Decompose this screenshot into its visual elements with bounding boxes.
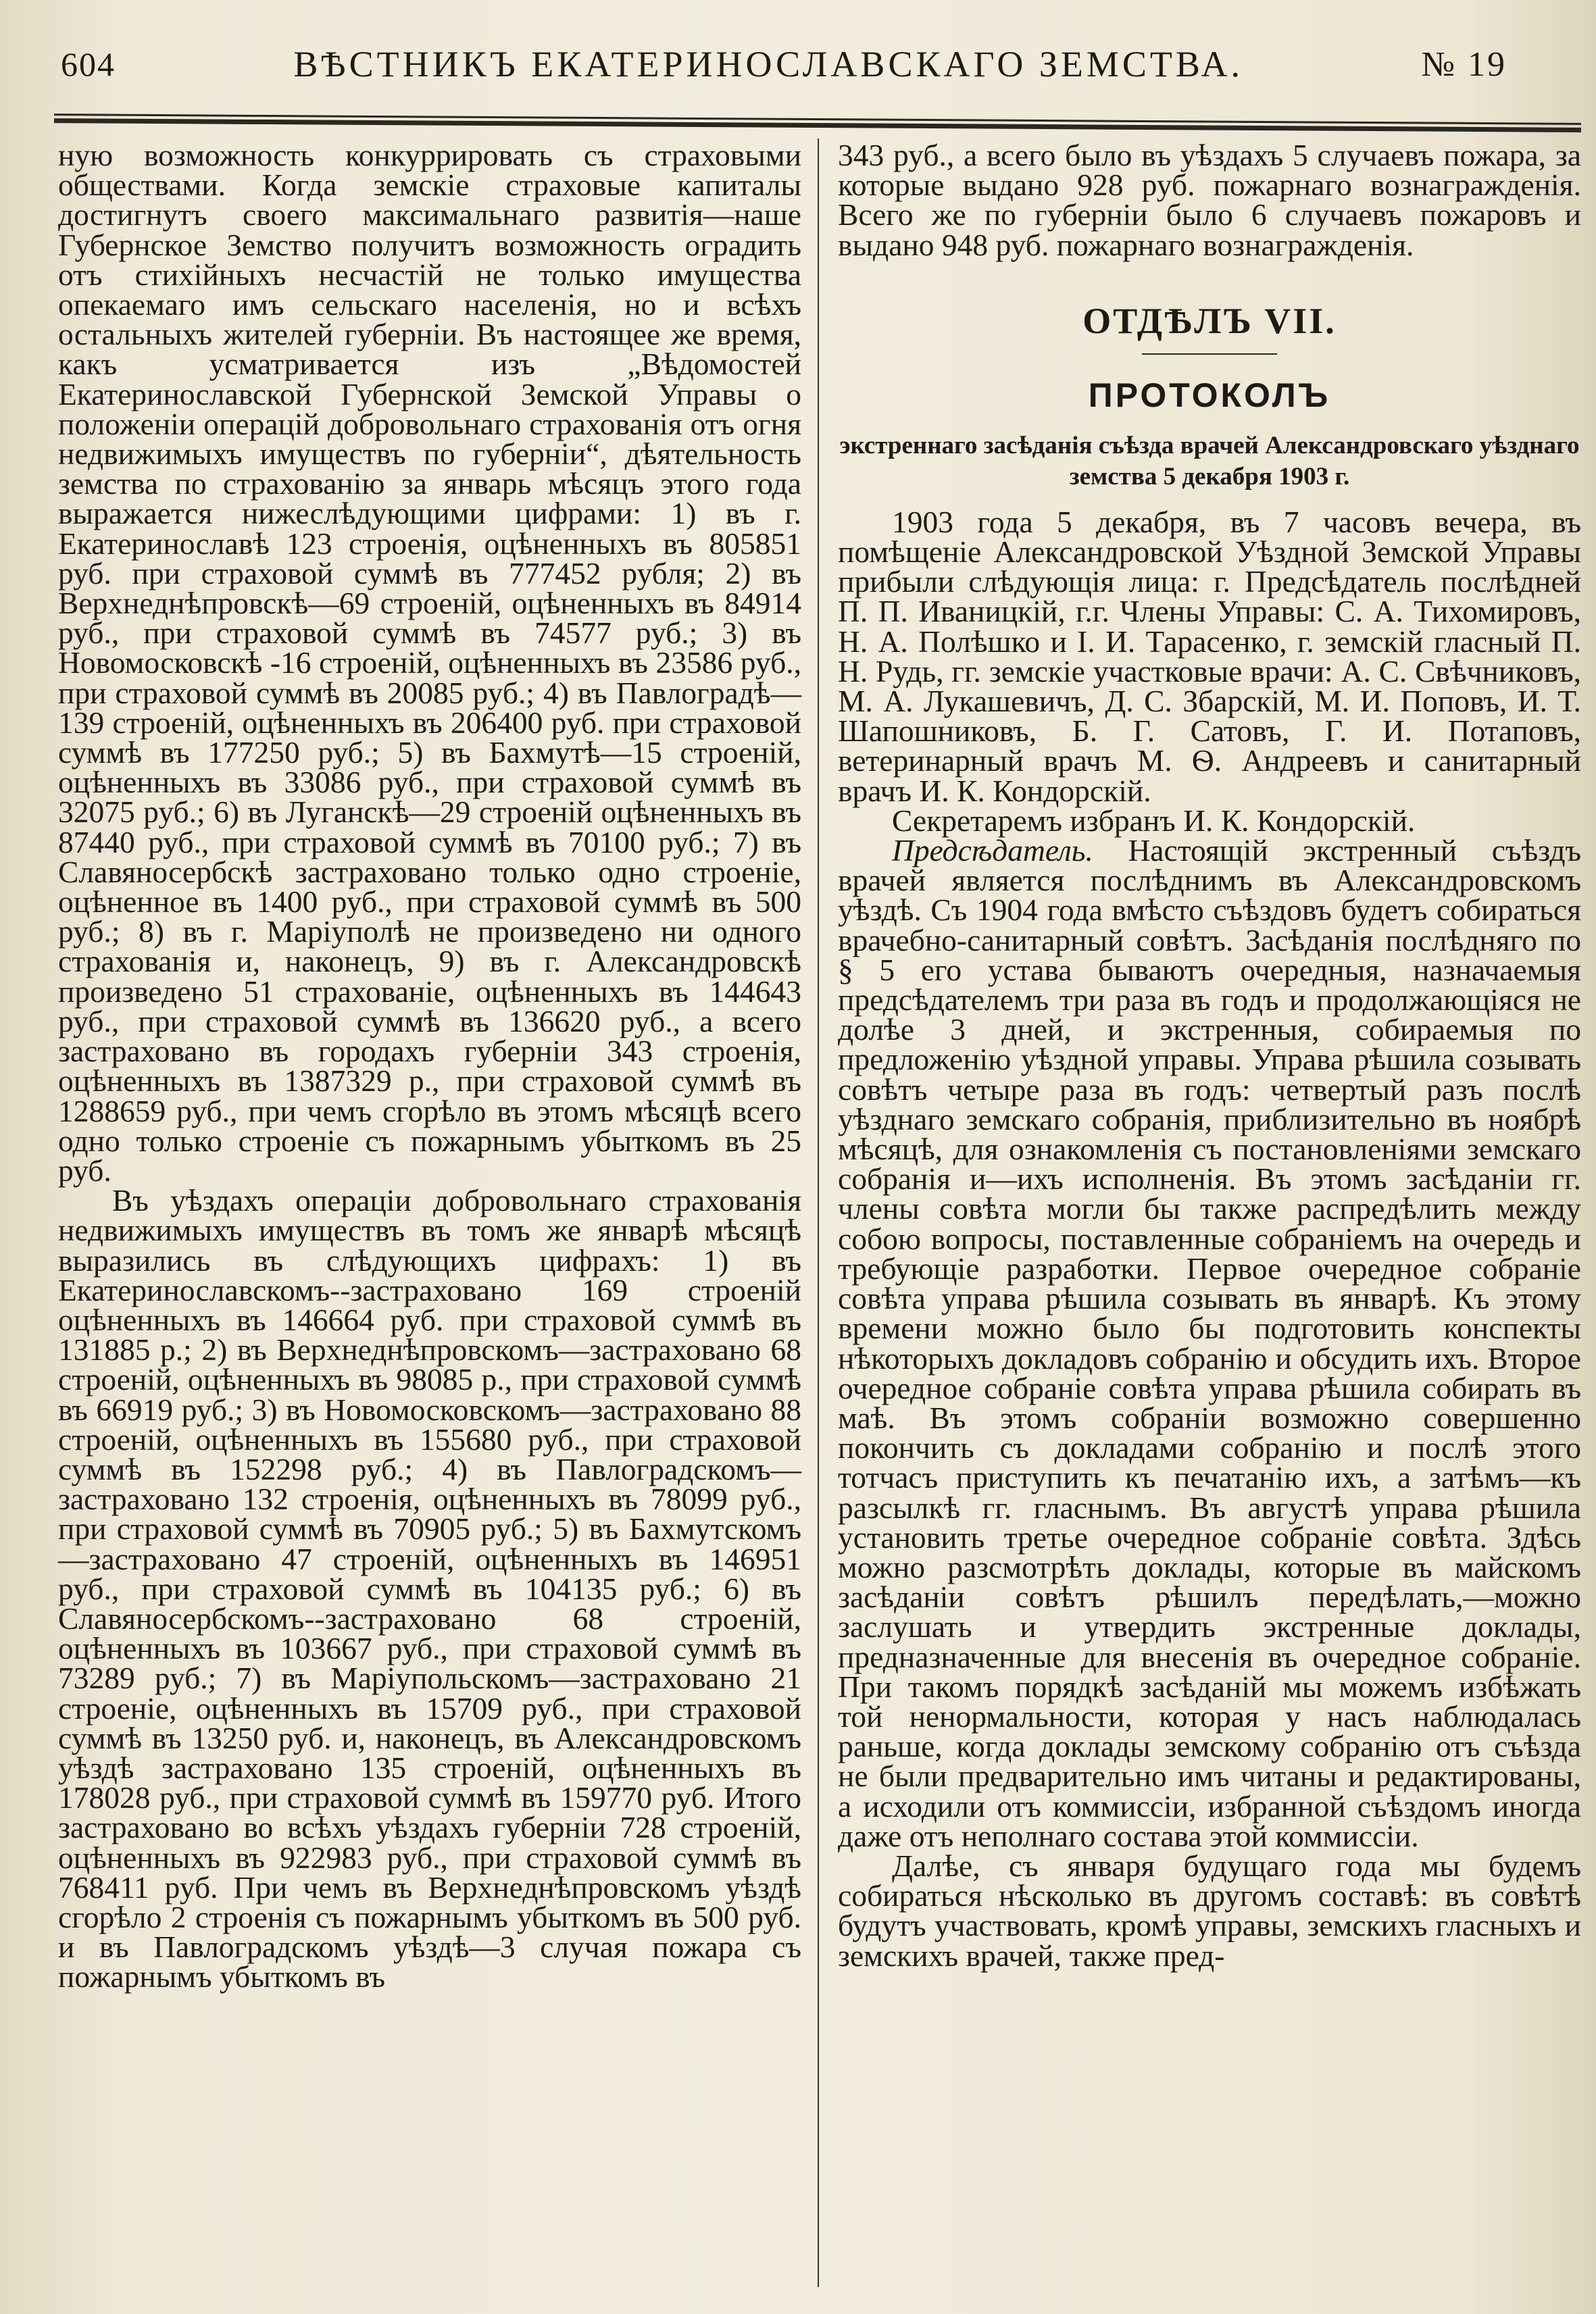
column-divider [818,139,819,2287]
speech-text: Настоящій экстренный съѣздъ врачей является послѣднимъ въ Александровскомъ уѣздѣ. Съ 1904 года вмѣсто съѣздовъ будетъ собираться врачебно-санитарный совѣтъ. Засѣданія послѣдняго по § 5 его устава бываютъ очередныя, назначаемыя предсѣдателемъ три раза въ годъ и продолжающіяся не долѣе 3 дней, и экстренныя, собираемыя по предложенію уѣздной управы. Управа рѣшила созывать совѣтъ четыре раза въ годъ: четвертый разъ послѣ уѣзднаго земскаго собранія, приблизительно въ ноябрѣ мѣсяцѣ, для ознакомленія съ постановленіями земскаго собранія и—ихъ исполненія. Въ этомъ засѣданіи гг. члены совѣта могли бы также распредѣлить между собою вопросы, поставленные собраніемъ на очередь и требующіе разработки. Первое очередное собраніе совѣта управа рѣшила созывать въ январѣ. Къ этому времени можно было бы подготовить конспекты нѣкоторыхъ докладовъ собранію и обсудить ихъ. Второе очередное собраніе совѣта управа рѣшила собирать въ маѣ. Въ этомъ собраніи возможно совершенно покончить съ докладами собранію и послѣ этого тотчасъ приступить къ печатанію ихъ, а затѣмъ—къ разсылкѣ гг. гласнымъ. Въ августѣ управа рѣшила установить третье очередное собраніе совѣта. Здѣсь можно разсмотрѣть доклады, которые въ майскомъ засѣданіи совѣтъ рѣшилъ передѣлать,—можно заслушать и утвердить экстренные доклады, предназначенные для внесенія въ очередное собраніе. При такомъ порядкѣ засѣданій мы можемъ избѣжать той ненормальности, которая у насъ наблюдалась раньше, когда доклады земскому собранію отъ съѣзда не были предварительно имъ читаны и редактированы, а исходили отъ коммиссіи, избранной съѣздомъ иногда даже отъ неполнаго состава этой коммиссіи. [838,833,1581,1853]
header-rule [54,114,1581,132]
secretary-paragraph: Секретаремъ избранъ И. К. Кондорскій. [892,803,1416,838]
final-paragraph: Далѣе, съ января будущаго года мы будемъ собираться нѣсколько въ другомъ составѣ: въ совѣтѣ будутъ участвовать, кромѣ управы, земскихъ гласныхъ и земскихъ врачей, также пред- [838,1848,1581,1973]
protocol-subtitle: экстреннаго засѣданія съѣзда врачей Александровскаго уѣзднаго земства 5 декабря 1903 г. [839,431,1580,491]
protocol-title: ПРОТОКОЛЪ [1088,376,1331,414]
issue-number: № 19 [1421,45,1507,84]
page-number: 604 [61,45,116,83]
section-title: ОТДѢЛЪ VII. [1082,300,1337,341]
right-continuation-paragraph: 343 руб., а всего было въ уѣздахъ 5 случаевъ пожара, за которые выдано 928 руб. пожарнаго вознагражденія. Всего же по губерніи было 6 случаевъ пожаровъ и выдано 948 руб. пожарнаго вознагражденія. [838,138,1581,262]
left-paragraph-2: Въ уѣздахъ операціи добровольнаго страхованія недвижимыхъ имуществъ въ томъ же январѣ мѣсяцѣ выразились въ слѣдующихъ цифрахъ: 1) въ Екатеринославскомъ--застраховано 169 строеній оцѣненныхъ въ 146664 руб. при страховой суммѣ въ 131885 р.; 2) въ Верхнеднѣпровскомъ—застраховано 68 строеній, оцѣненныхъ въ 98085 р., при страховой суммѣ въ 66919 руб.; 3) въ Новомосковскомъ—застраховано 88 строеній, оцѣненныхъ въ 155680 руб., при страховой суммѣ въ 152298 руб.; 4) въ Павлоградскомъ—застраховано 132 строенія, оцѣненныхъ въ 78099 руб., при страховой суммѣ въ 70905 руб.; 5) въ Бахмутскомъ—застраховано 47 строеній, оцѣненныхъ въ 146951 руб., при страховой суммѣ въ 104135 руб.; 6) въ Славяносербскомъ--застраховано 68 строеній, оцѣненныхъ въ 103667 руб., при страховой суммѣ въ 73289 руб.; 7) въ Маріупольскомъ—застраховано 21 строеніе, оцѣненныхъ въ 15709 руб., при страховой суммѣ въ 13250 руб. и, наконецъ, въ Александровскомъ уѣздѣ застраховано 135 строеній, оцѣненныхъ въ 178028 руб., при страховой суммѣ въ 159770 руб. Итого застраховано во всѣхъ уѣздахъ губерніи 728 строеній, оцѣненныхъ въ 922983 руб., при страховой суммѣ въ 768411 руб. При чемъ въ Верхнеднѣпровскомъ уѣздѣ сгорѣло 2 строенія съ пожарнымъ убыткомъ въ 500 руб. и въ Павлоградскомъ уѣздѣ—3 случая пожара съ пожарнымъ убыткомъ въ [58,1183,801,1994]
chairman-speech-paragraph [838,833,1581,1853]
section-rule [1142,353,1277,355]
right-column [838,138,1581,1973]
left-paragraph-1: ную возможность конкуррировать съ страховыми обществами. Когда земскіе страховые капиталы достигнутъ своего максимальнаго развитія—наше Губернское Земство получитъ возможность оградить отъ стихійныхъ несчастій не только имущества опекаемаго имъ сельскаго населенія, но и всѣхъ остальныхъ жителей губерніи. Въ настоящее же время, какъ усматривается изъ „Вѣдомостей Екатеринославской Губернской Земской Управы о положеніи операцій добровольнаго страхованія отъ огня недвижимыхъ имуществъ по губерніи“, дѣятельность земства по страхованію за январь мѣсяцъ этого года выражается нижеслѣдующими цифрами: 1) въ г. Екатеринославѣ 123 строенія, оцѣненныхъ въ 805851 руб. при страховой суммѣ въ 777452 рубля; 2) въ Верхнеднѣпровскѣ—69 строеній, оцѣненныхъ въ 84914 руб., при страховой суммѣ въ 74577 руб.; 3) въ Новомосковскѣ -16 строеній, оцѣненныхъ въ 23586 руб., при страховой суммѣ въ 20085 руб.; 4) въ Павлоградѣ—139 строеній, оцѣненныхъ въ 206400 руб. при страховой суммѣ въ 177250 руб.; 5) въ Бахмутѣ—15 строеній, оцѣненныхъ въ 33086 руб., при страховой суммѣ въ 32075 руб.; 6) въ Луганскѣ—29 строеній оцѣненныхъ въ 87440 руб., при страховой суммѣ въ 70100 руб.; 7) въ Славяносербскѣ застраховано только одно строеніе, оцѣненное въ 1400 руб., при страховой суммѣ въ 500 руб.; 8) въ г. Маріуполѣ не произведено ни одного страхованія и, наконецъ, 9) въ г. Александровскѣ произведено 51 страхованіе, оцѣненныхъ въ 144643 руб., при страховой суммѣ въ 136620 руб., а всего застраховано въ городахъ губерніи 343 строенія, оцѣненныхъ въ 1387329 р., при страховой суммѣ въ 1288659 руб., при чемъ сгорѣло въ этомъ мѣсяцѣ всего одно только строеніе съ пожарнымъ убыткомъ въ 25 руб. [58,138,801,1188]
journal-title: ВѢСТНИКЪ ЕКАТЕРИНОСЛАВСКАГО ЗЕМСТВА. [293,44,1244,84]
speaker-label: Предсѣдатель. [892,833,1093,868]
page-header [61,27,1507,101]
left-column [58,138,801,1994]
protocol-opening-paragraph: 1903 года 5 декабря, въ 7 часовъ вечера, въ помѣщеніе Александровской Уѣздной Земской Управы прибыли слѣдующія лица: г. Предсѣдатель послѣдней П. П. Иваницкій, г.г. Члены Управы: С. А. Тихомировъ, Н. А. Полѣшко и І. И. Тарасенко, г. земскій гласный П. Н. Рудь, гг. земскіе участковые врачи: А. С. Свѣчниковъ, М. А. Лукашевичъ, Д. С. Збарскій, М. И. Поповъ, И. Т. Шапошниковъ, Б. Г. Сатовъ, Г. И. Потаповъ, ветеринарный врачъ М. Ѳ. Андреевъ и санитарный врачъ И. К. Кондорскій. [838,504,1581,808]
